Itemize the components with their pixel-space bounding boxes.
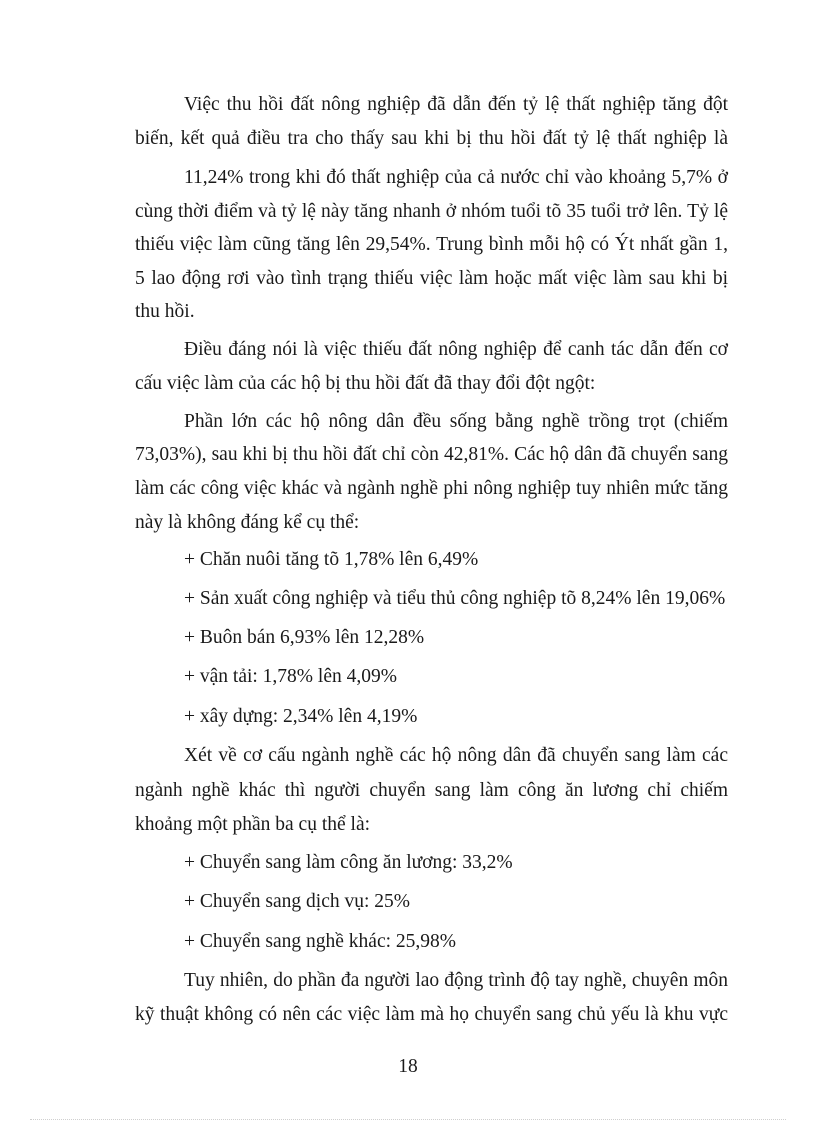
- list-item: + Chuyển sang dịch vụ: 25%: [184, 891, 411, 912]
- text-line: cấu việc làm của các hộ bị thu hồi đất đã thay đổi đột ngột:: [135, 373, 596, 394]
- text-line: này là không đáng kể cụ thể:: [135, 512, 360, 533]
- text-line: 11,24% trong khi đó thất nghiệp của cả nước chỉ vào khoảng 5,7% ở: [184, 167, 728, 188]
- list-item: + xây dựng: 2,34% lên 4,19%: [184, 706, 418, 727]
- text-line: Việc thu hồi đất nông nghiệp đã dẫn đến tỷ lệ thất nghiệp tăng đột: [184, 94, 728, 115]
- text-line: Tuy nhiên, do phần đa người lao động trình độ tay nghề, chuyên môn: [184, 970, 728, 991]
- list-item: + Buôn bán 6,93% lên 12,28%: [184, 627, 425, 648]
- text-line: kỹ thuật không có nên các việc làm mà họ chuyển sang chủ yếu là khu vực: [135, 1004, 728, 1025]
- text-line: làm các công việc khác và ngành nghề phi nông nghiệp tuy nhiên mức tăng: [135, 478, 728, 499]
- text-line: ngành nghề khác thì người chuyển sang làm công ăn lương chỉ chiếm: [135, 780, 728, 801]
- list-item: + Chăn nuôi tăng tõ 1,78% lên 6,49%: [184, 549, 479, 570]
- text-line: cùng thời điểm và tỷ lệ này tăng nhanh ở nhóm tuổi tõ 35 tuổi trở lên. Tỷ lệ: [135, 201, 728, 222]
- list-item: + Sản xuất công nghiệp và tiểu thủ công nghiệp tõ 8,24% lên 19,06%: [184, 588, 726, 609]
- text-line: 5 lao động rơi vào tình trạng thiếu việc làm hoặc mất việc làm sau khi bị: [135, 268, 728, 289]
- text-line: 73,03%), sau khi bị thu hồi đất chỉ còn 42,81%. Các hộ dân đã chuyển sang: [135, 444, 728, 465]
- footer-divider: [30, 1119, 786, 1120]
- list-item: + Chuyển sang nghề khác: 25,98%: [184, 931, 457, 952]
- text-line: khoảng một phần ba cụ thể là:: [135, 814, 371, 835]
- list-item: + Chuyển sang làm công ăn lương: 33,2%: [184, 852, 513, 873]
- text-line: Điều đáng nói là việc thiếu đất nông nghiệp để canh tác dẫn đến cơ: [184, 339, 728, 360]
- text-line: thu hồi.: [135, 301, 195, 322]
- page-number: 18: [398, 1056, 418, 1077]
- text-line: thiếu việc làm cũng tăng lên 29,54%. Trung bình mỗi hộ có Ýt nhất gần 1,: [135, 234, 728, 255]
- text-line: biến, kết quả điều tra cho thấy sau khi bị thu hồi đất tỷ lệ thất nghiệp là: [135, 128, 728, 149]
- list-item: + vận tải: 1,78% lên 4,09%: [184, 666, 397, 687]
- text-line: Phần lớn các hộ nông dân đều sống bằng nghề trồng trọt (chiếm: [184, 411, 728, 432]
- text-line: Xét về cơ cấu ngành nghề các hộ nông dân đã chuyển sang làm các: [184, 745, 728, 766]
